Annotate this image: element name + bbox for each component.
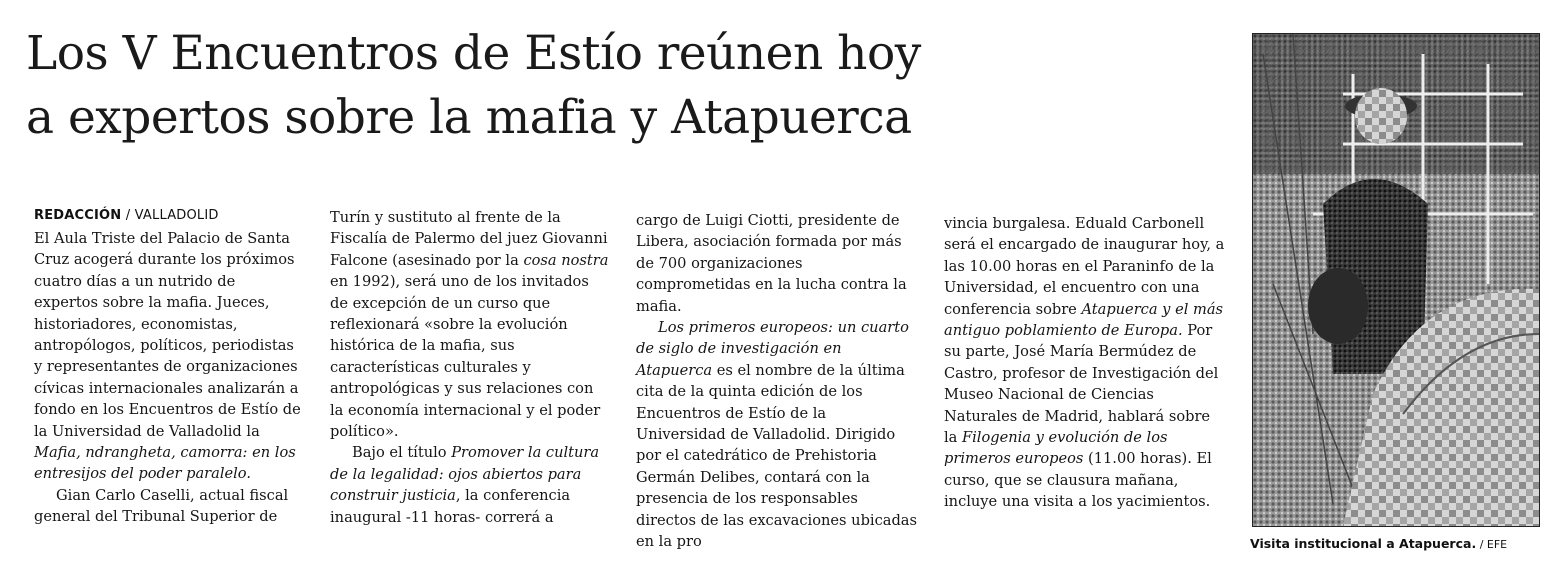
byline-separator: /: [121, 208, 135, 223]
paragraph: Gian Carlo Caselli, actual fiscal general del Tribunal Superior de: [34, 486, 289, 526]
paragraph: Bajo el título Promover la cultura de la legalidad: ojos abiertos para construir justicia, la conferencia inaugural -11 horas- correrá a: [330, 444, 600, 526]
photo-image: [1253, 34, 1539, 526]
italic-text: Filogenia y evolución de los primeros europeos: [944, 429, 1168, 468]
paragraph: vincia burgalesa. Eduald Carbonell será el encargado de inaugurar hoy, a las 10.00 horas en el Paraninfo de la Universidad, el encuentro con una conferencia sobre Atapuerca y el más antiguo poblamiento de Europa. Por su parte, José María Bermúdez de Castro, profesor de Investigación del Museo Nacional de Ciencias Naturales de Madrid, hablará sobre la Filogenia y evolución de los primeros europeos (11.00 horas). El curso, que se clausura mañana, incluye una visita a los yacimientos.: [944, 215, 1225, 511]
paragraph: cargo de Luigi Ciotti, presidente de Libera, asociación formada por más de 700 organizaciones comprometidas en la lucha contra la mafia.: [636, 212, 907, 315]
italic-text: cosa nostra: [523, 251, 609, 269]
italic-text: Mafia, ndrangheta, camorra: en los entresijos del poder paralelo.: [34, 444, 296, 483]
headline: [26, 22, 1226, 150]
caption-source: EFE: [1486, 538, 1508, 551]
article-column-1: [34, 228, 302, 528]
byline: [34, 208, 219, 223]
byline-agency: REDACCIÓN: [34, 208, 122, 223]
paragraph: El Aula Triste del Palacio de Santa Cruz acogerá durante los próximos cuatro días a un nutrido de expertos sobre la mafia. Jueces, historiadores, economistas, antropólogos, políticos, periodistas y representantes de organizaciones cívicas internacionales analizarán a fondo en los Encuentros de Estío de la Universidad de Valladolid la Mafia, ndrangheta, camorra: en los entresijos del poder paralelo.: [34, 230, 301, 483]
italic-text: Los primeros europeos: un cuarto de siglo de investigación en Atapuerca: [636, 319, 909, 379]
article-column-4: [944, 213, 1226, 513]
paragraph: Turín y sustituto al frente de la Fiscalía de Palermo del juez Giovanni Falcone (asesinado por la cosa nostra en 1992), será uno de los invitados de excepción de un curso que reflexionará «sobre la evolución histórica de la mafia, sus características culturales y antropológicas y sus relaciones con la economía internacional y el poder político».: [330, 209, 609, 441]
paragraph: Los primeros europeos: un cuarto de siglo de investigación en Atapuerca es el nombre de la última cita de la quinta edición de los Encuentros de Estío de la Universidad de Valladolid. Dirigido por el catedrático de Prehistoria Germán Delibes, contará con la presencia de los responsables directos de las excavaciones ubicadas en la pro: [636, 319, 917, 551]
italic-text: Promover la cultura de la legalidad: ojos abiertos para construir justicia: [330, 444, 600, 505]
caption-text: Visita institucional a Atapuerca.: [1250, 536, 1477, 551]
article-column-2: [330, 207, 610, 528]
headline-line-1: Los V Encuentros de Estío reúnen hoy: [26, 26, 921, 81]
headline-line-2: a expertos sobre la mafia y Atapuerca: [26, 90, 912, 145]
italic-text: Atapuerca y el más antiguo poblamiento de Europa.: [944, 300, 1224, 340]
article-column-3: [636, 210, 918, 553]
article-photo: [1252, 33, 1540, 527]
byline-city: VALLADOLID: [134, 208, 219, 223]
photo-caption: [1250, 536, 1507, 551]
caption-separator: /: [1476, 538, 1487, 551]
